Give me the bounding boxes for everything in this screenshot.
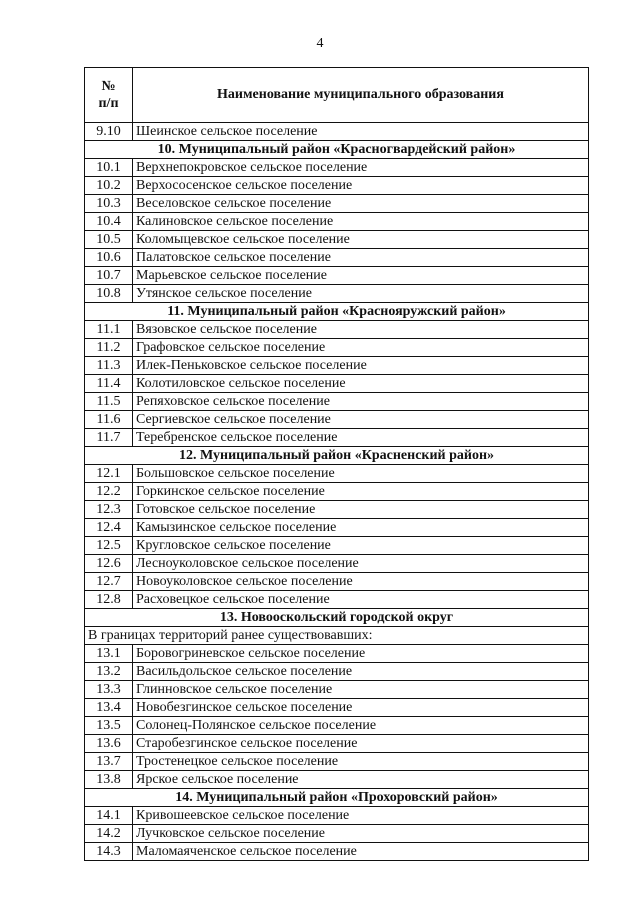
- row-number: 11.7: [85, 429, 133, 447]
- row-number: 14.1: [85, 807, 133, 825]
- row-number: 12.3: [85, 501, 133, 519]
- table-row: [85, 555, 589, 573]
- row-number: 10.8: [85, 285, 133, 303]
- row-number: 13.7: [85, 753, 133, 771]
- row-number: 11.4: [85, 375, 133, 393]
- row-name: Колотиловское сельское поселение: [133, 375, 589, 393]
- table-row: [85, 357, 589, 375]
- table-row: [85, 213, 589, 231]
- row-name: Лучковское сельское поселение: [133, 825, 589, 843]
- table-row: [85, 771, 589, 789]
- municipality-table: [84, 67, 589, 861]
- section-heading: 10. Муниципальный район «Красногвардейский район»: [85, 141, 589, 159]
- table-row: [85, 267, 589, 285]
- header-number-symbol: №: [101, 79, 116, 94]
- row-number: 10.4: [85, 213, 133, 231]
- table-row: [85, 825, 589, 843]
- row-name: Тростенецкое сельское поселение: [133, 753, 589, 771]
- table-row: [85, 501, 589, 519]
- row-name: Новоуколовское сельское поселение: [133, 573, 589, 591]
- row-name: Васильдольское сельское поселение: [133, 663, 589, 681]
- table-row: [85, 681, 589, 699]
- row-name: Готовское сельское поселение: [133, 501, 589, 519]
- table-row: [85, 339, 589, 357]
- row-name: Камызинское сельское поселение: [133, 519, 589, 537]
- table-row: [85, 537, 589, 555]
- table-row: [85, 807, 589, 825]
- row-number: 11.6: [85, 411, 133, 429]
- table-row: [85, 519, 589, 537]
- row-number: 13.6: [85, 735, 133, 753]
- table-row: [85, 465, 589, 483]
- note-row: [85, 627, 589, 645]
- section-heading-row: [85, 447, 589, 465]
- section-heading: 11. Муниципальный район «Краснояружский район»: [85, 303, 589, 321]
- row-name: Утянское сельское поселение: [133, 285, 589, 303]
- section-heading-row: [85, 609, 589, 627]
- row-number: 12.5: [85, 537, 133, 555]
- row-name: Калиновское сельское поселение: [133, 213, 589, 231]
- row-name: Вязовское сельское поселение: [133, 321, 589, 339]
- section-heading-row: [85, 303, 589, 321]
- row-number: 10.3: [85, 195, 133, 213]
- row-name: Новобезгинское сельское поселение: [133, 699, 589, 717]
- table-row: [85, 177, 589, 195]
- row-number: 11.2: [85, 339, 133, 357]
- row-number: 11.3: [85, 357, 133, 375]
- row-name: Ярское сельское поселение: [133, 771, 589, 789]
- row-name: Верхососенское сельское поселение: [133, 177, 589, 195]
- table-row: [85, 591, 589, 609]
- row-number: 13.4: [85, 699, 133, 717]
- note-text: В границах территорий ранее существовавших:: [85, 627, 589, 645]
- row-name: Коломыцевское сельское поселение: [133, 231, 589, 249]
- row-number: 12.8: [85, 591, 133, 609]
- section-heading: 13. Новооскольский городской округ: [85, 609, 589, 627]
- row-name: Расховецкое сельское поселение: [133, 591, 589, 609]
- section-heading-row: [85, 789, 589, 807]
- page-number: 4: [316, 36, 324, 51]
- table-row: [85, 249, 589, 267]
- table-row: [85, 231, 589, 249]
- row-number: 13.5: [85, 717, 133, 735]
- header-number-abbr: п/п: [98, 96, 119, 111]
- table-row: [85, 645, 589, 663]
- table-row: [85, 663, 589, 681]
- row-name: Большовское сельское поселение: [133, 465, 589, 483]
- row-name: Репяховское сельское поселение: [133, 393, 589, 411]
- row-name: Палатовское сельское поселение: [133, 249, 589, 267]
- row-name: Верхнепокровское сельское поселение: [133, 159, 589, 177]
- table-row: [85, 699, 589, 717]
- row-name: Шеинское сельское поселение: [133, 123, 589, 141]
- table-row: [85, 375, 589, 393]
- row-name: Старобезгинское сельское поселение: [133, 735, 589, 753]
- row-number: 13.2: [85, 663, 133, 681]
- table-row: [85, 411, 589, 429]
- row-name: Марьевское сельское поселение: [133, 267, 589, 285]
- row-number: 12.6: [85, 555, 133, 573]
- row-number: 10.1: [85, 159, 133, 177]
- row-number: 10.7: [85, 267, 133, 285]
- table-row: [85, 735, 589, 753]
- row-number: 12.2: [85, 483, 133, 501]
- row-number: 13.1: [85, 645, 133, 663]
- row-number: 13.3: [85, 681, 133, 699]
- table-row: [85, 195, 589, 213]
- row-number: 11.5: [85, 393, 133, 411]
- section-heading-row: [85, 141, 589, 159]
- row-number: 14.3: [85, 843, 133, 861]
- row-name: Сергиевское сельское поселение: [133, 411, 589, 429]
- row-number: 9.10: [85, 123, 133, 141]
- table-body: [85, 123, 589, 861]
- row-number: 11.1: [85, 321, 133, 339]
- row-name: Горкинское сельское поселение: [133, 483, 589, 501]
- row-name: Маломаяченское сельское поселение: [133, 843, 589, 861]
- row-number: 12.1: [85, 465, 133, 483]
- table-row: [85, 753, 589, 771]
- header-name: Наименование муниципального образования: [133, 68, 589, 123]
- table-row: [85, 429, 589, 447]
- section-heading: 12. Муниципальный район «Красненский район»: [85, 447, 589, 465]
- row-number: 10.5: [85, 231, 133, 249]
- row-name: Лесноуколовское сельское поселение: [133, 555, 589, 573]
- table-row: [85, 843, 589, 861]
- row-name: Кругловское сельское поселение: [133, 537, 589, 555]
- row-name: Боровогриневское сельское поселение: [133, 645, 589, 663]
- row-number: 14.2: [85, 825, 133, 843]
- row-name: Графовское сельское поселение: [133, 339, 589, 357]
- row-name: Илек-Пеньковское сельское поселение: [133, 357, 589, 375]
- row-number: 12.4: [85, 519, 133, 537]
- row-name: Глинновское сельское поселение: [133, 681, 589, 699]
- table-row: [85, 393, 589, 411]
- row-number: 12.7: [85, 573, 133, 591]
- table-row: [85, 123, 589, 141]
- section-heading: 14. Муниципальный район «Прохоровский район»: [85, 789, 589, 807]
- row-name: Теребренское сельское поселение: [133, 429, 589, 447]
- table-row: [85, 285, 589, 303]
- table-header-row: [85, 68, 589, 123]
- row-name: Солонец-Полянское сельское поселение: [133, 717, 589, 735]
- row-number: 10.6: [85, 249, 133, 267]
- table-row: [85, 159, 589, 177]
- header-number: [85, 68, 133, 123]
- row-number: 13.8: [85, 771, 133, 789]
- row-name: Кривошеевское сельское поселение: [133, 807, 589, 825]
- table-row: [85, 573, 589, 591]
- row-number: 10.2: [85, 177, 133, 195]
- table-row: [85, 321, 589, 339]
- table-row: [85, 717, 589, 735]
- row-name: Веселовское сельское поселение: [133, 195, 589, 213]
- table-row: [85, 483, 589, 501]
